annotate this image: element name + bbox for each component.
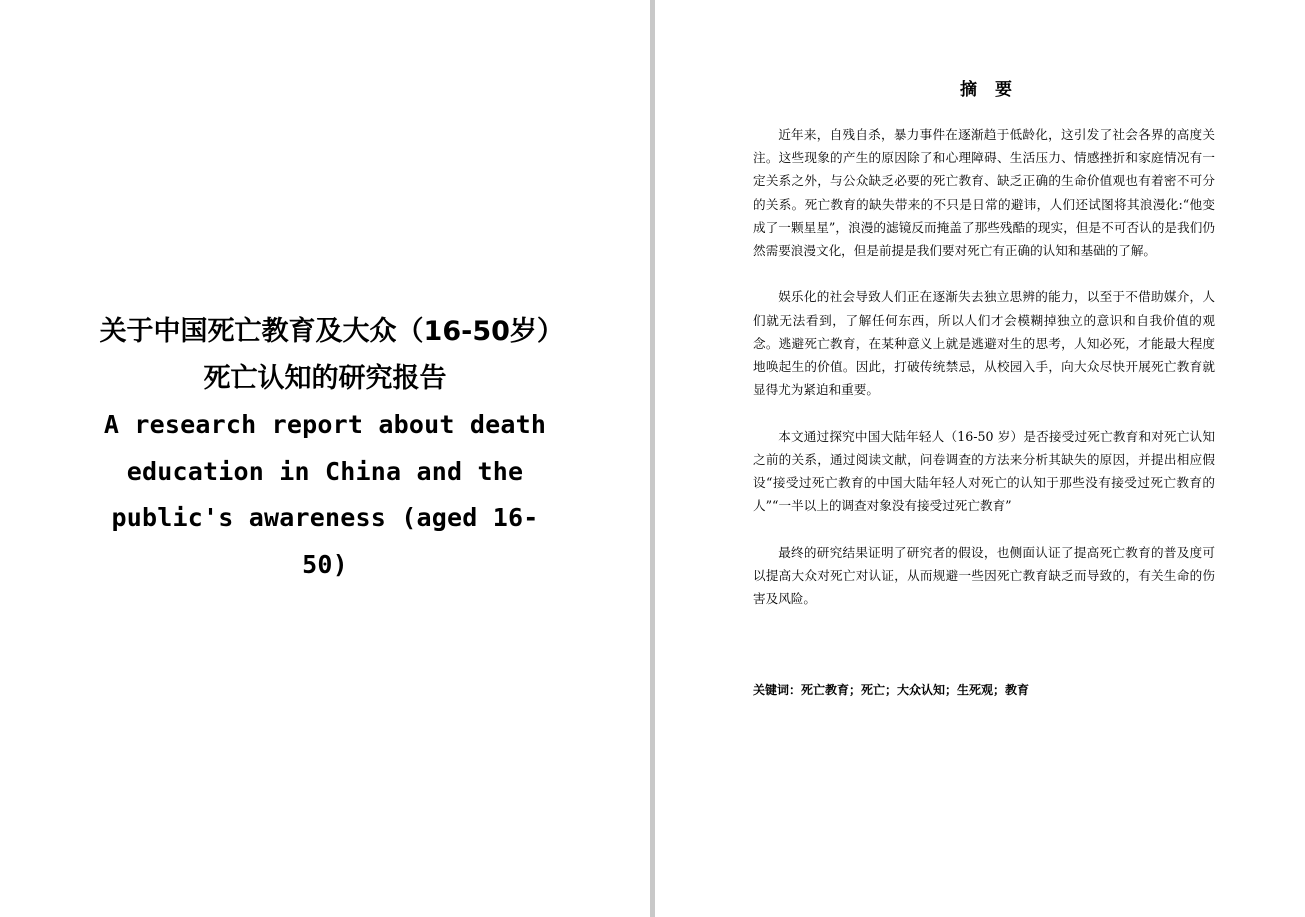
title-chinese: 关于中国死亡教育及大众（16-50岁）死亡认知的研究报告 — [99, 316, 551, 394]
title-english: A research report about death education in China and the public's awareness (aged 16-50) — [103, 410, 547, 579]
cover-page — [0, 0, 650, 917]
abstract-body — [753, 123, 1215, 633]
abstract-paragraph: 最终的研究结果证明了研究者的假设，也侧面认证了提高死亡教育的普及度可以提高大众对死亡对认证，从而规避一些因死亡教育缺乏而导致的，有关生命的伤害及风险。 — [753, 544, 1215, 607]
abstract-paragraph: 近年来，自残自杀，暴力事件在逐渐趋于低龄化，这引发了社会各界的高度关注。这些现象的产生的原因除了和心理障碍、生活压力、情感挫折和家庭情况有一定关系之外，与公众缺乏必要的死亡教育、缺乏正确的生命价值观也有着密不可分的关系。死亡教育的缺失带来的不只是日常的避讳，人们还试图将其浪漫化:“他变成了一颗星星”，浪漫的滤镜反而掩盖了那些残酷的现实，但是不可否认的是我们仍然需要浪漫文化，但是前提是我们要对死亡有正确的认知和基础的了解。 — [753, 127, 1215, 259]
abstract-heading: 摘要 — [960, 80, 1030, 100]
abstract-paragraph: 娱乐化的社会导致人们正在逐渐失去独立思辨的能力，以至于不借助媒介，人们就无法看到，了解任何东西，所以人们才会模糊掉独立的意识和自我价值的观念。逃避死亡教育，在某种意义上就是逃避对生的思考，人知必死，才能最大程度地唤起生的价值。因此，打破传统禁忌，从校园入手，向大众尽快开展死亡教育就显得尤为紧迫和重要。 — [753, 289, 1215, 398]
abstract-page — [655, 0, 1305, 917]
cover-title-block — [95, 308, 555, 588]
abstract-paragraph: 本文通过探究中国大陆年轻人（16-50 岁）是否接受过死亡教育和对死亡认知之前的关系，通过阅读文献，问卷调查的方法来分析其缺失的原因，并提出相应假设“接受过死亡教育的中国大陆年轻人对死亡的认知于那些没有接受过死亡教育的人”“一半以上的调查对象没有接受过死亡教育” — [753, 428, 1215, 514]
keywords: 关键词：死亡教育；死亡；大众认知；生死观；教育 — [753, 683, 1030, 697]
